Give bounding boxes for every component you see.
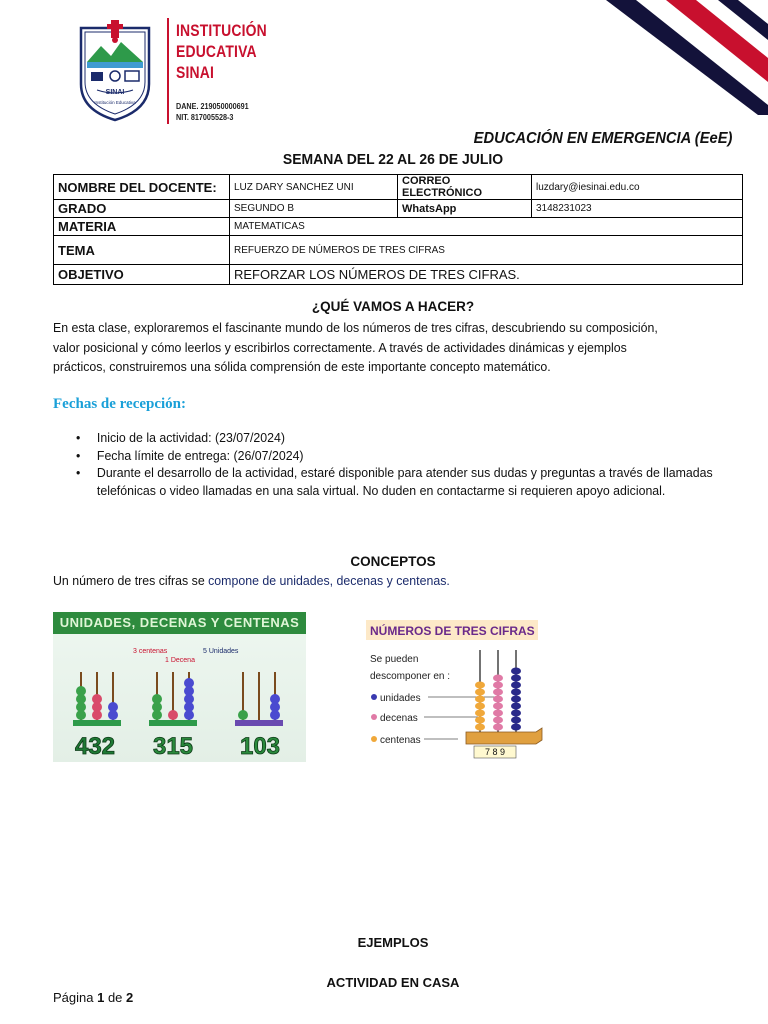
materia-value: MATEMATICAS (230, 218, 743, 236)
page-number (53, 990, 133, 1005)
abacus-drawing-1 (53, 612, 306, 762)
institution-codes (176, 101, 249, 123)
abacus-note-decena: 1 Decena (165, 657, 195, 664)
tema-label: TEMA (54, 236, 230, 265)
objetivo-label: OBJETIVO (54, 265, 230, 285)
concept-text-part-1: Un número de tres cifras se (53, 573, 209, 588)
docente-label: NOMBRE DEL DOCENTE: (54, 175, 230, 200)
grado-label: GRADO (54, 200, 230, 218)
materia-label: MATERIA (54, 218, 230, 236)
illustration-2-digits: 7 8 9 (484, 747, 506, 757)
table-row (54, 236, 743, 265)
docente-value: LUZ DARY SANCHEZ UNI (230, 175, 398, 200)
table-row (54, 265, 743, 285)
abacus-number-1: 432 (74, 733, 116, 760)
nit-code: NIT. 817005528-3 (176, 112, 234, 122)
table-row (54, 218, 743, 236)
fechas-heading: Fechas de recepción: (53, 396, 187, 412)
list-item: • Fecha límite de entrega: (26/07/2024) (76, 447, 722, 465)
grado-value: SEGUNDO B (230, 200, 398, 218)
school-logo (75, 18, 155, 122)
page-mid: de (104, 990, 127, 1005)
table-row (54, 175, 743, 200)
illustration-2-line-2: descomponer en : (370, 671, 451, 682)
whatsapp-label: WhatsApp (398, 200, 532, 218)
abacus-315 (149, 672, 197, 726)
list-item: • Durante el desarrollo de la actividad, estaré disponible para atender sus dudas y preguntas a través de llamadas telefónicas o video llamadas en una sala virtual. No duden en contactarme si requieren apoyo adicional. (76, 464, 722, 499)
week-title: SEMANA DEL 22 AL 26 DE JULIO (282, 151, 504, 168)
illustration-2-item-2: decenas (380, 713, 418, 724)
ejemplos-heading: EJEMPLOS (357, 935, 429, 950)
illustration-2-title: NÚMEROS DE TRES CIFRAS (370, 624, 535, 638)
list-item: • Inicio de la actividad: (23/07/2024) (76, 429, 722, 447)
abacus-103 (235, 672, 283, 726)
abacus-number-3: 103 (239, 733, 281, 760)
que-vamos-heading: ¿QUÉ VAMOS A HACER? (311, 299, 475, 314)
objetivo-value: REFORZAR LOS NÚMEROS DE TRES CIFRAS. (230, 265, 743, 285)
dane-code: DANE. 219050000691 (176, 101, 249, 111)
correo-value: luzdary@iesinai.edu.co (532, 175, 743, 200)
institution-line-3: SINAI (176, 63, 215, 82)
institution-line-2: EDUCATIVA (176, 42, 257, 61)
page-current: 1 (97, 990, 105, 1005)
illustration-1-title: UNIDADES, DECENAS Y CENTENAS (53, 612, 306, 634)
concept-text-part-2: compone de unidades, decenas y centenas. (208, 573, 450, 588)
concept-text (53, 573, 450, 588)
program-title: EDUCACIÓN EN EMERGENCIA (EeE) (473, 130, 732, 147)
tema-value: REFUERZO DE NÚMEROS DE TRES CIFRAS (230, 236, 743, 265)
illustration-2-item-3: centenas (380, 735, 421, 746)
institution-line-1: INSTITUCIÓN (176, 21, 267, 40)
whatsapp-value: 3148231023 (532, 200, 743, 218)
fechas-list (76, 429, 722, 499)
logo-text: SINAI (105, 89, 125, 96)
logo-subtext: Institución Educativa (94, 100, 136, 105)
corner-stripes-decoration (588, 0, 768, 115)
header-divider (167, 18, 169, 124)
page-total: 2 (126, 990, 134, 1005)
abacus-illustration-2 (366, 620, 546, 760)
actividad-heading: ACTIVIDAD EN CASA (326, 975, 460, 990)
table-row (54, 200, 743, 218)
illustration-2-item-1: unidades (380, 693, 421, 704)
abacus-number-2: 315 (152, 733, 194, 760)
que-vamos-text: En esta clase, exploraremos el fascinante mundo de los números de tres cifras, descubriendo su composición, valor posicional y cómo leerlos y escribirlos correctamente. A través de actividades dinámicas y ejemplos prácticos, construiremos una sólida comprensión de este importante concepto matemático. (53, 320, 658, 374)
illustration-2-line-1: Se pueden (370, 654, 419, 665)
abacus-illustration-1 (53, 612, 306, 762)
institution-name (176, 20, 267, 83)
abacus-note-centenas: 3 centenas (133, 648, 168, 655)
teacher-info-table (53, 174, 743, 285)
conceptos-heading: CONCEPTOS (350, 554, 436, 569)
abacus-note-unidades: 5 Unidades (203, 648, 239, 655)
page-prefix: Página (53, 990, 98, 1005)
correo-label: CORREO ELECTRÓNICO (398, 175, 532, 200)
abacus-432 (73, 672, 121, 726)
